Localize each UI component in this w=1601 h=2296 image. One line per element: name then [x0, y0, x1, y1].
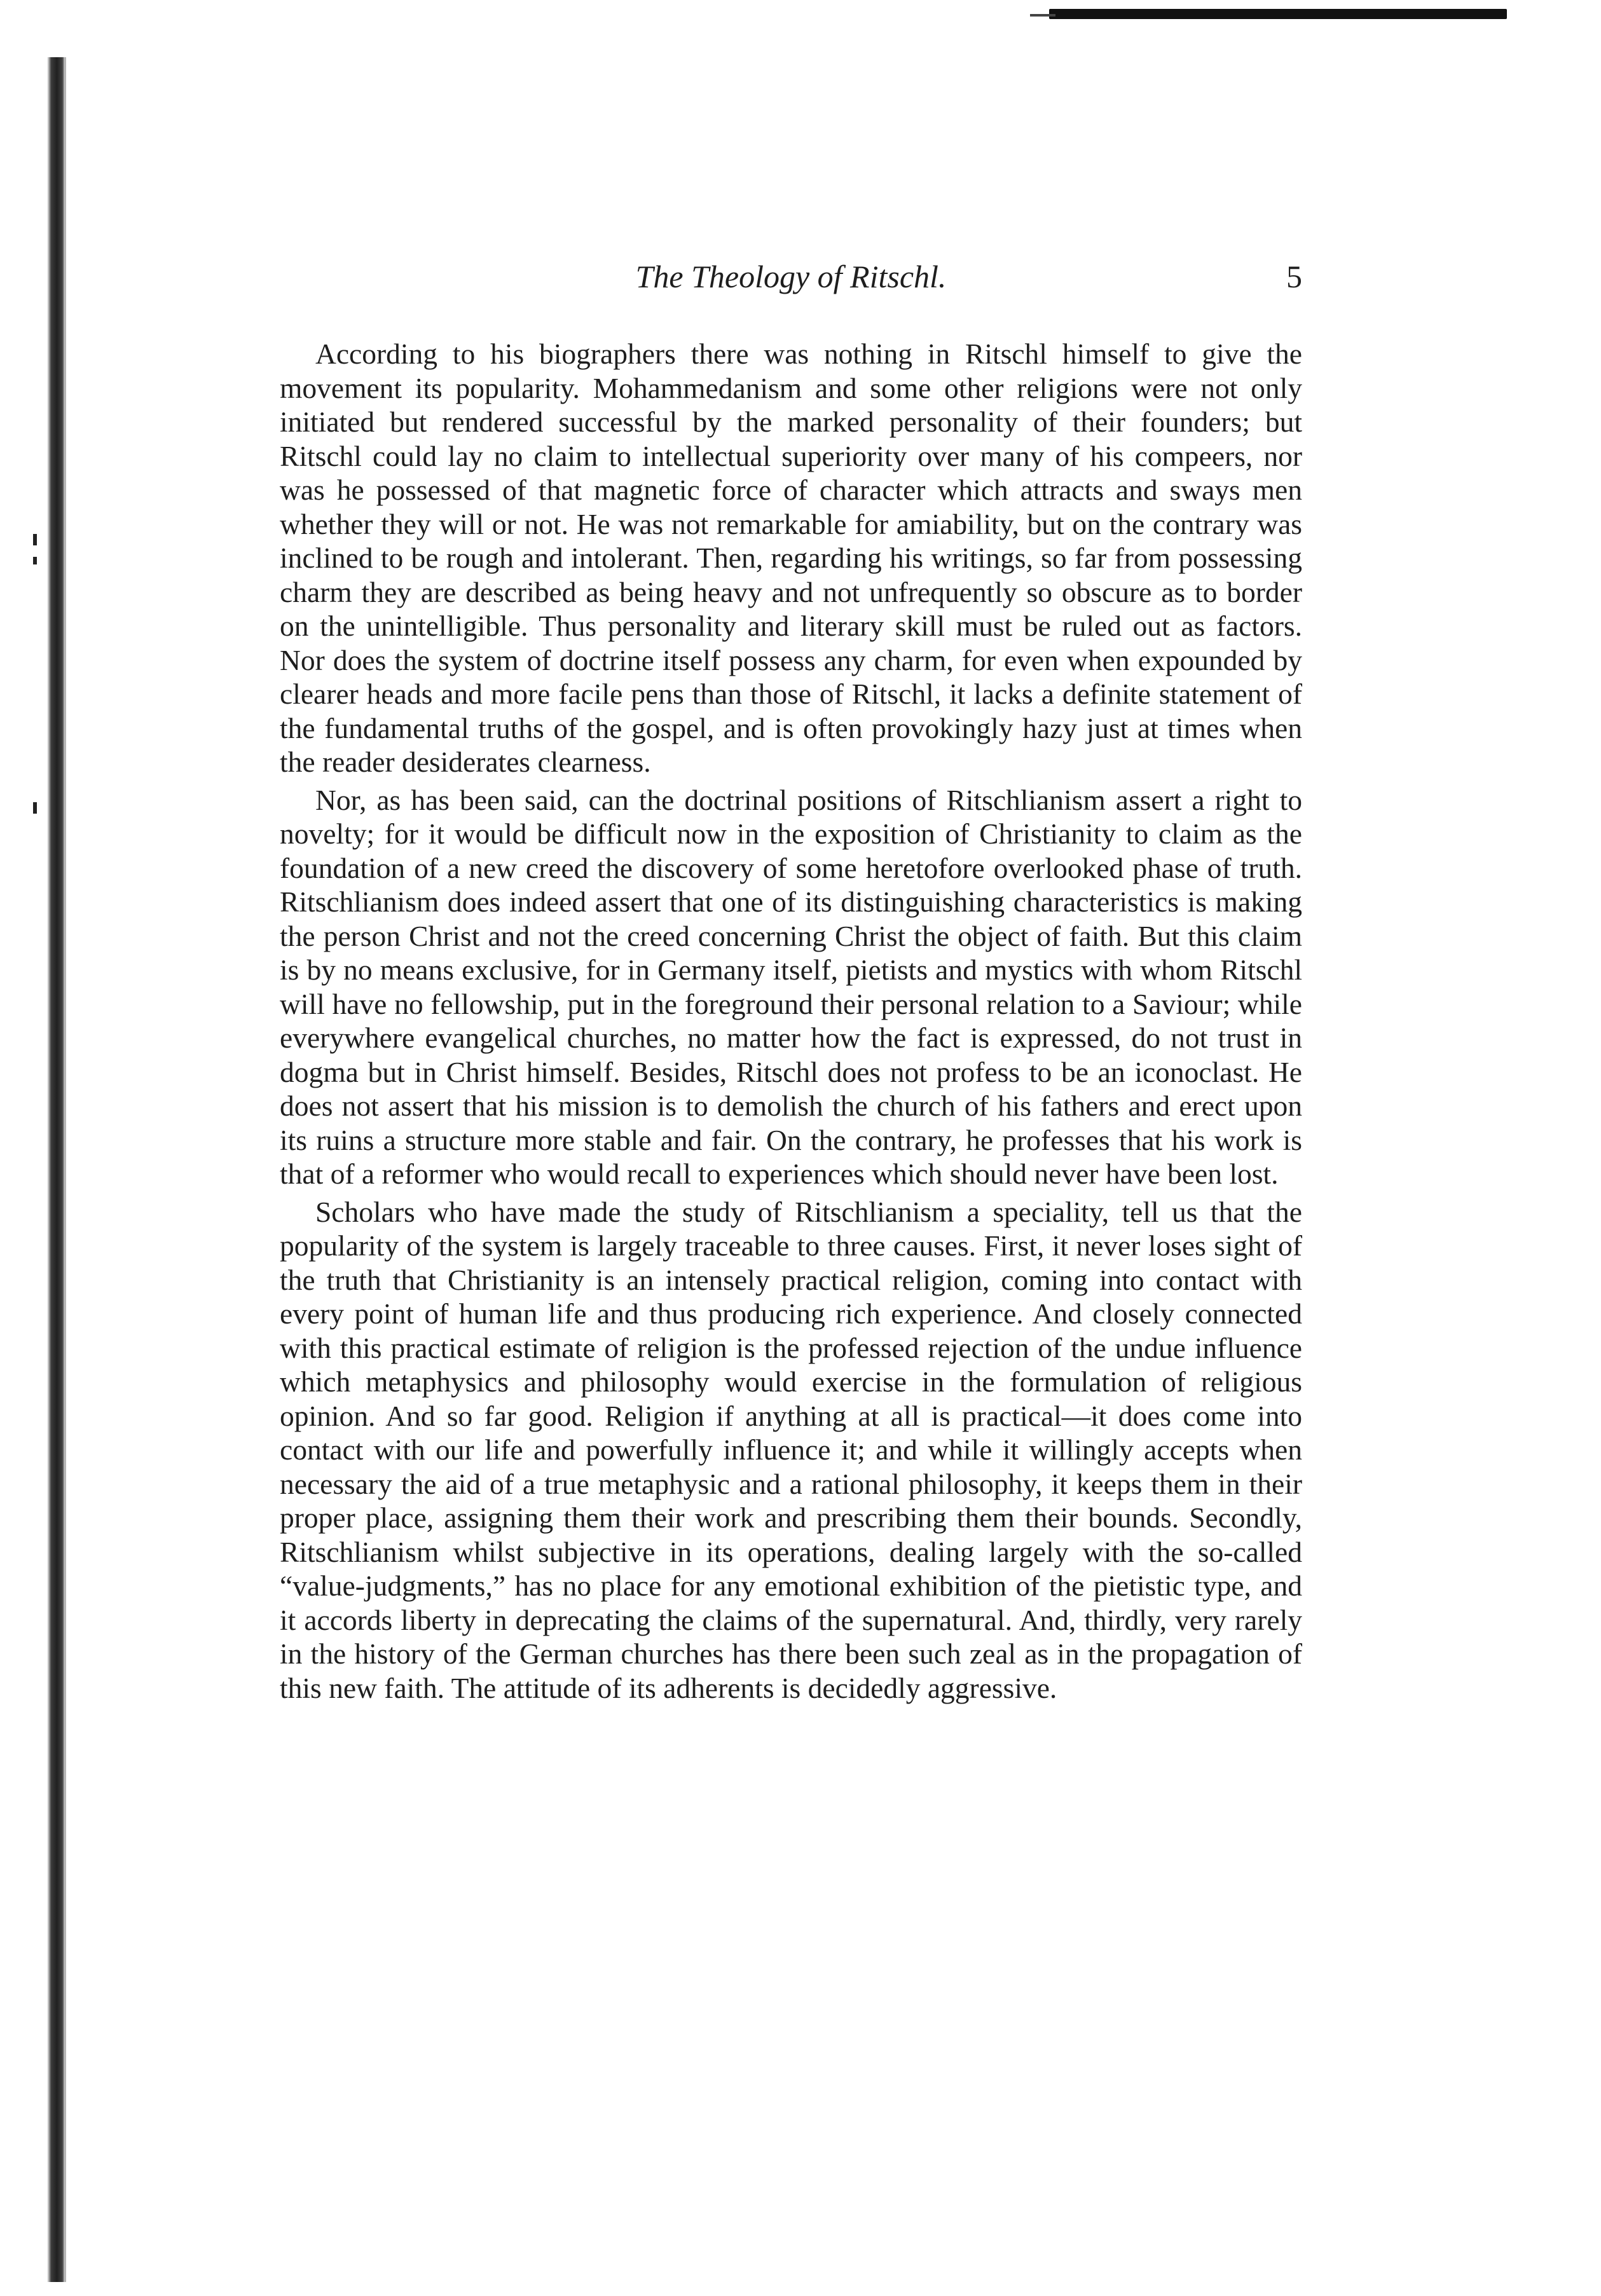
page-number: 5 — [1286, 259, 1302, 294]
paragraph-1: According to his biographers there was nothing in Ritschl himself to give the movement its popularity. Mohammedanism and some other religions were not only initiated but rendered successful by the marked personality of their founders; but Ritschl could lay no claim to intellectual superiority over many of his compeers, nor was he possessed of that magnetic force of character which attracts and sways men whether they will or not. He was not remarkable for amiability, but on the contrary was inclined to be rough and intolerant. Then, regarding his writings, so far from possessing charm they are described as being heavy and not unfrequently so obscure as to border on the unintelligible. Thus personality and literary skill must be ruled out as factors. Nor does the system of doctrine itself possess any charm, for even when expounded by clearer heads and more facile pens than those of Ritschl, it lacks a definite statement of the fundamental truths of the gospel, and is often provokingly hazy just at times when the reader desiderates clearness. — [280, 338, 1302, 778]
book-binding-shadow — [62, 57, 66, 2282]
paragraph-2: Nor, as has been said, can the doctrinal positions of Ritschlianism assert a right to novelty; for it would be difficult now in the exposition of Christianity to claim as the foundation of a new creed the discovery of some heretofore overlooked phase of truth. Ritschlianism does indeed assert that one of its distinguishing characteristics is making the person Christ and not the creed concerning Christ the object of faith. But this claim is by no means exclusive, for in Germany itself, pietists and mystics with whom Ritschl will have no fellowship, put in the foreground their personal relation to a Saviour; while everywhere evangelical churches, no matter how the fact is expressed, do not trust in dogma but in Christ himself. Besides, Ritschl does not profess to be an iconoclast. He does not assert that his mission is to demolish the church of his fathers and erect upon its ruins a structure more stable and fair. On the contrary, he professes that his work is that of a reformer who would recall to experiences which should never have been lost. — [280, 783, 1302, 1190]
book-binding-edge — [47, 57, 64, 2282]
book-page — [280, 254, 1302, 1709]
running-head — [280, 254, 1302, 299]
running-title: The Theology of Ritschl. — [635, 259, 947, 294]
top-scan-rule — [1049, 9, 1507, 19]
margin-mark — [33, 557, 37, 564]
paragraph-3: Scholars who have made the study of Ritschlianism a speciality, tell us that the popularity of the system is largely traceable to three causes. First, it never loses sight of the truth that Christianity is an intensely practical religion, coming into contact with every point of human life and thus producing rich experience. And closely connected with this practical estimate of religion is the professed rejection of the undue influence which metaphysics and philosophy would exercise in the formulation of religious opinion. And so far good. Religion if anything at all is practical—it does come into contact with our life and powerfully influence it; and while it willingly accepts when necessary the aid of a true metaphysic and a rational philosophy, it keeps them in their proper place, assigning them their work and prescribing them their bounds. Secondly, Ritschlianism whilst subjective in its operations, dealing largely with the so-called “value-judgments,” has no place for any emotional exhibition of the pietistic type, and it accords liberty in deprecating the claims of the supernatural. And, thirdly, very rarely in the history of the German churches has there been such zeal as in the propagation of this new faith. The attitude of its adherents is decidedly aggressive. — [280, 1195, 1302, 1704]
margin-mark — [33, 534, 37, 545]
top-scan-rule-thin — [1030, 14, 1055, 17]
margin-mark — [33, 802, 37, 814]
